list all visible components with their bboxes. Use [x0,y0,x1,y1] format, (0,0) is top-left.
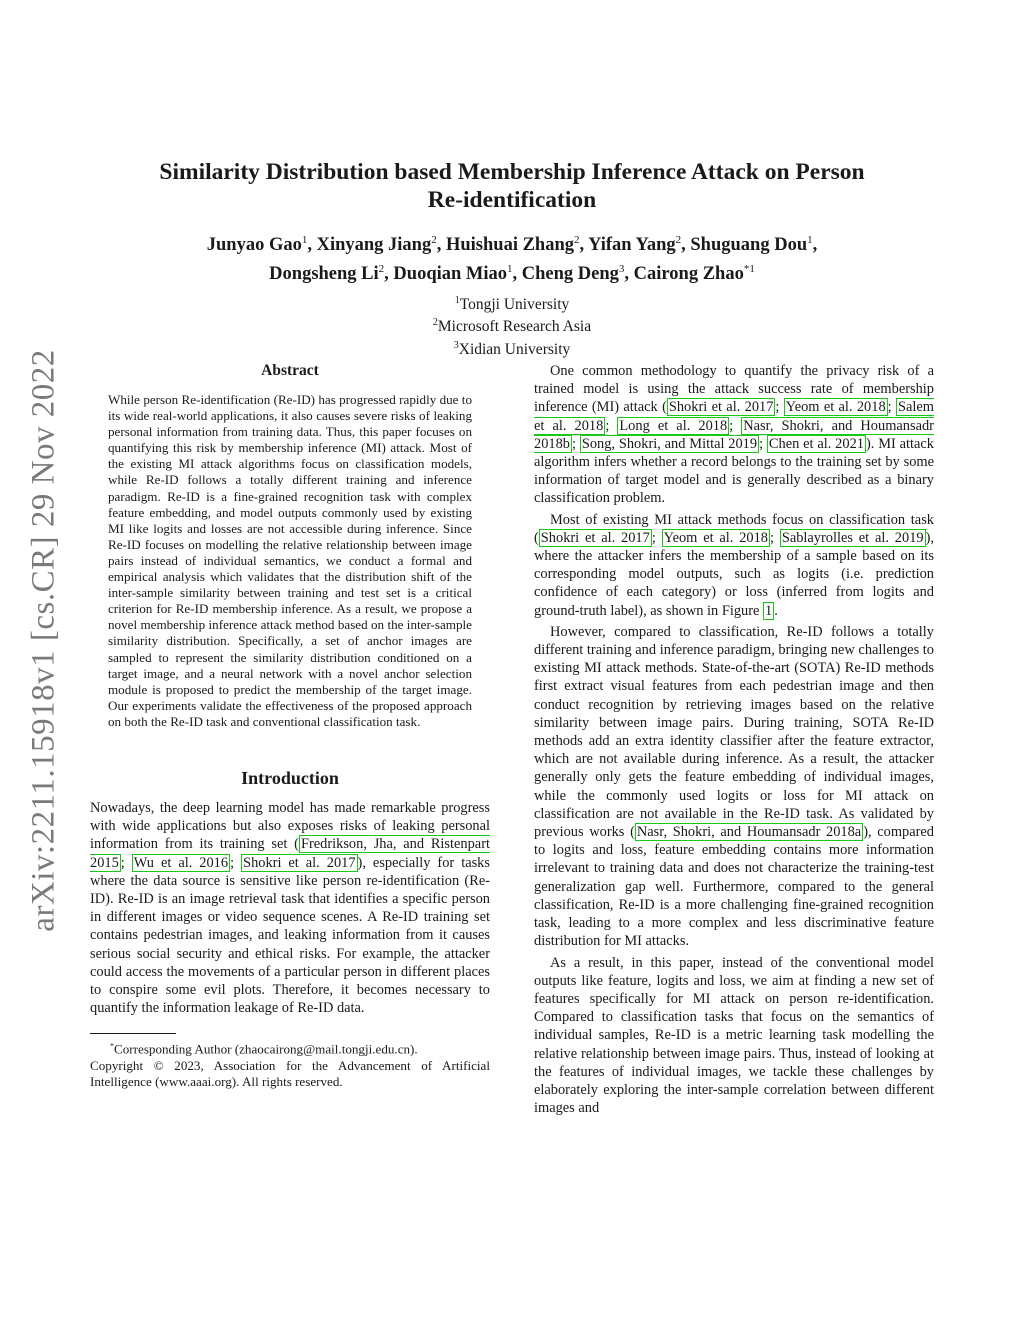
footnote-mark-wrap [90,1042,114,1057]
author-name: , Cheng Deng [512,264,619,285]
affiliation [100,337,924,359]
affiliation-name: Tongji University [459,296,570,314]
citation-link[interactable]: Nasr, Shokri, and Houmansadr 2018a [636,824,862,841]
author-affil-mark: *1 [743,263,755,276]
text-run: ; [887,399,896,416]
title-block [100,158,924,359]
author-affil-mark: 2 [675,234,682,246]
author-name: Dongsheng Li [269,264,379,285]
author-name: , Yifan Yang [579,235,676,256]
author-name: , Shuguang Dou [681,235,808,256]
text-run: ; [605,417,618,434]
author-name: , Duoqian Miao [384,264,508,285]
affiliation-name: Xidian University [458,340,571,358]
right-column [534,362,934,1117]
text-run: . [774,602,778,619]
text-run: ; [759,435,767,452]
affiliation-mark: 1 [454,295,460,307]
citation-link[interactable]: Shokri et al. 2017 [540,529,650,546]
citation-link[interactable]: Long et al. 2018 [619,417,728,434]
footnote-copyright: Copyright © 2023, Association for the Advancement of Artificial Intelligence (www.aaai.org). All rights reserved. [90,1057,490,1089]
text-run: ), where the attacker infers the membership of a sample based on its corresponding model outputs, such as logits (i.e. prediction confidence of each category) or loss (inferred from logits and ground-truth label), as shown in Figure [534,529,934,619]
author-name: , Xinyang Jiang [307,235,432,256]
affiliation-name: Microsoft Research Asia [437,318,592,336]
author-affil-mark: 1 [301,234,308,246]
text-run: ), especially for tasks where the data source is sensitive like person re-identification (Re-ID). Re-ID is an image retrieval task that identifies a specific person in different images or video sequence scenes. A Re-ID training set contains pedestrian images, and leaking information from it causes serious social security and ethical risks. For example, the attacker could access the movements of a particular person in different places to conspire some evil plots. Therefore, it becomes necessary to quantify the information leakage of Re-ID data. [90,854,490,1017]
text-run: One common methodology to quantify the privacy risk of a trained model is using the attack success rate of membership inference (MI) attack ( [534,363,934,416]
title-line-1: Similarity Distribution based Membership Inference Attack on Person [159,159,865,185]
text-run: ; [775,399,784,416]
author-name: Junyao Gao [206,235,302,256]
paper-title [100,158,924,214]
citation-link[interactable]: Wu et al. 2016 [133,854,229,871]
body-paragraph [534,511,934,620]
citation-link[interactable]: Song, Shokri, and Mittal 2019 [581,435,758,452]
text-run: However, compared to classification, Re-ID follows a totally different training and inference paradigm, bringing new challenges to existing MI attack methods. State-of-the-art (SOTA) Re-ID methods first extract visual features from each pedestrian image and then conduct recognition by retrieving images based on the relative similarity between image pairs. During training, SOTA Re-ID methods add an extra identity classifier after the feature extractor, which are not available during inference. As a result, the attacker generally only gets the feature embedding of individual images, while the commonly used logits or loss for MI attack on classification are not available in the Re-ID task. As validated by previous works ( [534,623,934,841]
author-affil-mark: 1 [507,263,513,276]
text-run: ; [729,417,742,434]
text-run: ; [230,854,242,871]
body-paragraph: As a result, in this paper, instead of the conventional model outputs like feature, logits and loss, we aim at finding a new set of features specifically for MI attack on person re-identification. Compared to classification tasks that focus on the semantics of individual samples, Re-ID is a metric learning task modelling the relative relationship between image pairs. Thus, instead of looking at the features of individual images, we tackle these challenges by elaborately exploring the inter-sample correlation between different images and [534,954,934,1117]
footnote-corresponding-author: Corresponding Author (zhaocairong@mail.tongji.edu.cn). [114,1041,418,1057]
citation-link[interactable]: Shokri et al. 2017 [668,399,774,416]
text-run: Nowadays, the deep learning model has made remarkable progress with wide applications but also exposes risks of leaking personal information from its training set ( [90,799,490,853]
author-affil-mark: 2 [431,234,437,246]
abstract-section [90,362,490,730]
citation-link[interactable]: Yeom et al. 2018 [785,399,886,416]
body-paragraph [534,623,934,951]
author-sep: , [812,235,818,256]
author-affil-mark: 2 [378,263,385,276]
citation-link[interactable]: Salem et al. 2018 [534,399,934,434]
author-name: , Huishuai Zhang [436,235,575,256]
citation-link[interactable]: Fredrikson, Jha, and Ristenpart 2015 [90,836,490,871]
text-run: ). MI attack algorithm infers whether a record belongs to the training set by some information of target model and is generally described as a binary classification problem. [534,435,934,507]
author-affil-mark: 2 [574,234,580,246]
arxiv-id-text: arXiv:2211.15918v1 [cs.CR] 29 Nov 2022 [25,348,62,932]
citation-link[interactable]: Yeom et al. 2018 [663,529,768,546]
author-name: , Cairong Zhao [624,264,744,285]
body-paragraph [534,362,934,508]
affiliation-mark: 2 [432,317,438,329]
introduction-heading: Introduction [241,767,339,788]
author-affil-mark: 3 [618,263,625,276]
affiliation-list [100,292,924,358]
figure-ref-link[interactable]: 1 [765,602,773,619]
citation-link[interactable]: Nasr, Shokri, and Houmansadr 2018b [534,417,934,452]
text-run: ; [571,435,580,452]
text-run: ; [651,529,662,546]
text-run: Most of existing MI attack methods focus on classification task ( [534,511,934,546]
footnote [90,1038,490,1089]
title-line-2: Re-identification [427,187,597,213]
arxiv-identifier-stamp [18,340,70,940]
citation-link[interactable]: Chen et al. 2021 [768,435,864,452]
author-list [100,228,924,286]
affiliation-mark: 3 [453,339,459,351]
intro-paragraph [90,799,490,1017]
footnote-rule [90,1033,176,1034]
text-run: ), compared to logits and loss, feature embedding contains more information irrelevant to training data and does not characterize the training-test generalization gap well. Furthermore, compared to the general classification, Re-ID is a more challenging fine-grained recognition task, leading to a more complex and less discriminative feature distribution for MI attacks. [534,824,934,950]
text-run: ; [120,854,132,871]
affiliation [100,314,924,336]
abstract-heading: Abstract [261,362,319,379]
affiliation [100,292,924,314]
footnote-mark: * [110,1041,114,1051]
text-run: ; [770,529,780,546]
citation-link[interactable]: Shokri et al. 2017 [243,854,356,871]
citation-link[interactable]: Sablayrolles et al. 2019 [781,529,924,546]
author-affil-mark: 1 [807,234,813,246]
left-column [90,362,490,1090]
abstract-text: While person Re-identification (Re-ID) has progressed rapidly due to its wide real-world applications, it also causes severe risks of leaking personal information from training data. Thus, this paper focuses on quantifying this risk by membership inference (MI) attack. Most of the existing MI attack algorithms focus on classification models, while Re-ID follows a totally different training and inference paradigm. Re-ID is a fine-grained recognition task with complex feature embedding, and model outputs commonly used by existing MI like logits and losses are not accessible during inference. Since Re-ID focuses on modelling the relative relationship between image pairs instead of individual semantics, we conduct a formal and empirical analysis which validates that the distribution shift of the inter-sample similarity between training and test set is a critical criterion for Re-ID membership inference. As a result, we propose a novel membership inference attack method based on the inter-sample similarity distribution. Specifically, a set of anchor images are sampled to represent the similarity distribution conditioned on a target image, and a neural network with a novel anchor selection module is proposed to predict the membership of the target image. Our experiments validate the effectiveness of the proposed approach on both the Re-ID task and conventional classification task. [108,392,472,729]
